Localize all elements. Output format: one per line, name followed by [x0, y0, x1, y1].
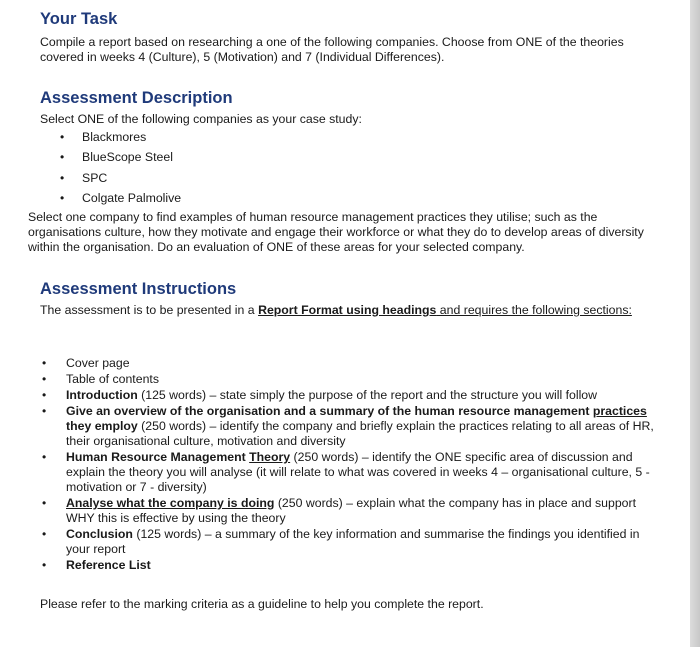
section-item-reference-list: • Reference List: [42, 558, 151, 572]
description-intro: Select ONE of the following companies as your case study:: [40, 112, 362, 126]
section-item-conclusion: • Conclusion (125 words) – a summary of the key information and summarise the findings you identified in your report: [42, 527, 640, 556]
company-list: [60, 130, 181, 211]
bullet-icon: •: [42, 388, 47, 402]
description-body: Select one company to find examples of human resource management practices they utilise; such as the organisations culture, how they motivate and engage their workforce or what they do to develop areas of diversity within the organisation. Do an evaluation of ONE of these areas for your selected company.: [28, 210, 644, 254]
your-task-heading: Your Task: [40, 10, 118, 28]
bullet-icon: •: [42, 496, 47, 510]
bullet-icon: •: [60, 130, 65, 144]
task-text: Compile a report based on researching a one of the following companies. Choose from ONE of the theories covered in weeks 4 (Culture), 5 (Motivation) and 7 (Individual Differences).: [40, 35, 624, 64]
company-item: • SPC: [60, 170, 108, 185]
bullet-icon: •: [60, 190, 65, 205]
closing-note: Please refer to the marking criteria as a guideline to help you complete the report.: [40, 597, 484, 611]
company-item: • Blackmores: [60, 130, 147, 144]
bullet-icon: •: [42, 372, 47, 386]
section-item-overview: • Give an overview of the organisation and a summary of the human resource management practices they employ (250 words) – identify the company and briefly explain the practices relating to all areas of HR, their organisational culture, motivation and diversity: [42, 404, 654, 448]
section-item-hrm-theory: • Human Resource Management Theory (250 words) – identify the ONE specific area of discussion and explain the theory you will analyse (it will relate to what was covered in weeks 4 – organisational culture, 5 - motivation or 7 - diversity): [42, 450, 650, 494]
bullet-icon: •: [60, 150, 65, 165]
company-item: • BlueScope Steel: [60, 150, 173, 165]
instructions-intro: The assessment is to be presented in a Report Format using headings and requires the following sections:: [40, 303, 632, 317]
assessment-instructions-heading: Assessment Instructions: [40, 280, 237, 298]
section-item-introduction: • Introduction (125 words) – state simply the purpose of the report and the structure you will follow: [42, 388, 598, 402]
section-item-analyse: • Analyse what the company is doing (250 words) – explain what the company has in place and support WHY this is effective by using the theory: [42, 496, 637, 525]
company-item: • Colgate Palmolive: [60, 190, 182, 205]
page-edge-shadow: [690, 0, 700, 647]
required-sections-list: [40, 356, 655, 574]
bullet-icon: •: [42, 404, 47, 418]
bullet-icon: •: [42, 356, 47, 370]
section-item-cover-page: • Cover page: [42, 356, 130, 370]
section-item-table-of-contents: • Table of contents: [42, 372, 159, 386]
bullet-icon: •: [42, 558, 47, 572]
assessment-description-heading: Assessment Description: [40, 89, 233, 107]
bullet-icon: •: [42, 527, 47, 541]
bullet-icon: •: [42, 450, 47, 464]
bullet-icon: •: [60, 170, 65, 185]
